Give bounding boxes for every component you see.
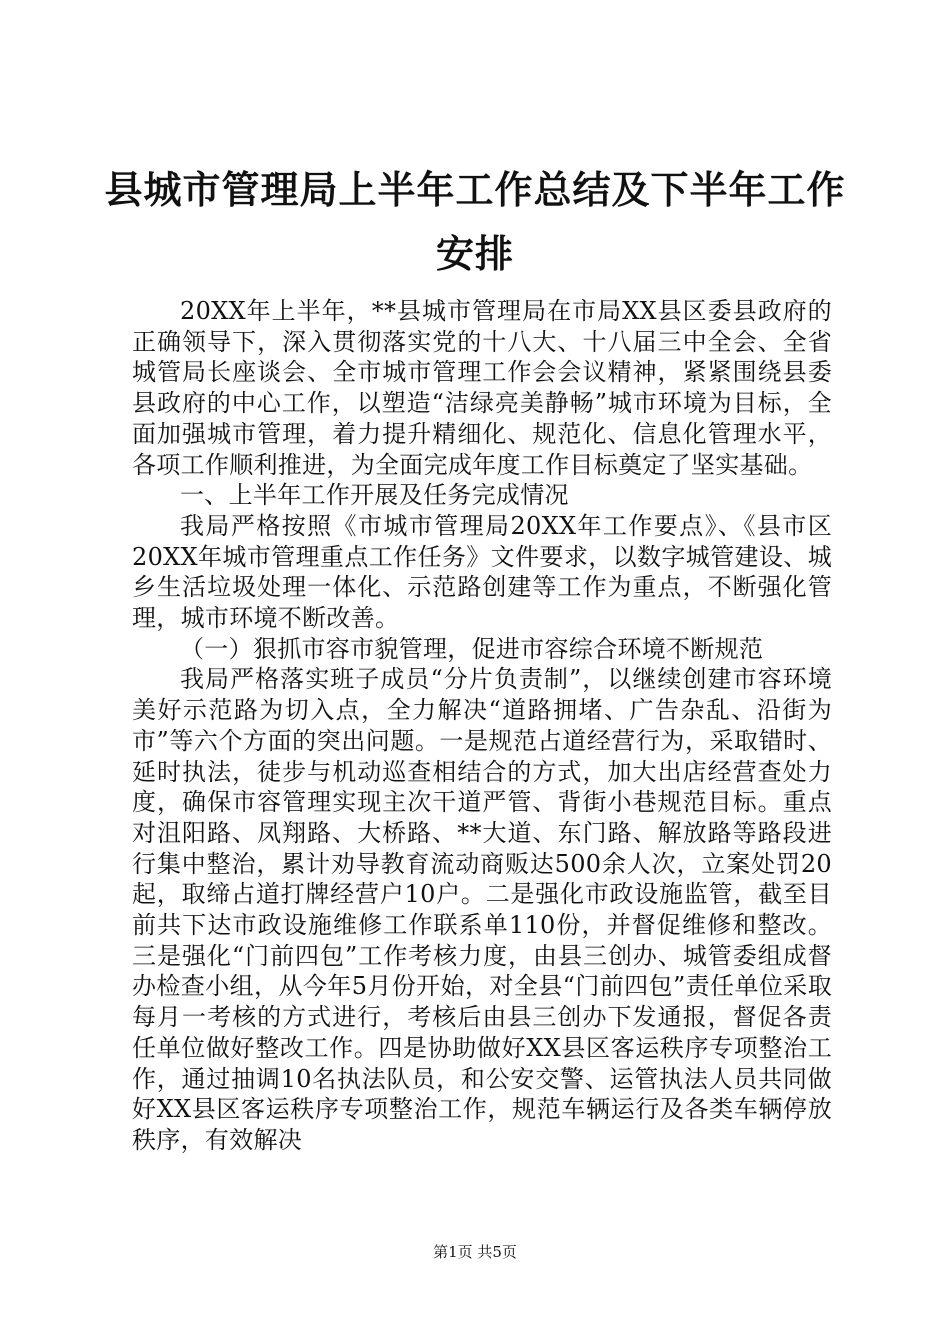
- section-paragraph: 我局严格按照《市城市管理局20XX年工作要点》、《县市区20XX年城市管理重点工作任务》文件要求，以数字城管建设、城乡生活垃圾处理一体化、示范路创建等工作为重点，不断强化管理，城市环境不断改善。: [132, 511, 832, 633]
- subsection-paragraph: 我局严格落实班子成员“分片负责制”，以继续创建市容环境美好示范路为切入点，全力解决“道路拥堵、广告杂乱、沿街为市”等六个方面的突出问题。一是规范占道经营行为，采取错时、延时执法，徒步与机动巡查相结合的方式，加大出店经营查处力度，确保市容管理实现主次干道严管、背街小巷规范目标。重点对沮阳路、凤翔路、大桥路、**大道、东门路、解放路等路段进行集中整治，累计劝导教育流动商贩达500余人次，立案处罚20起，取缔占道打牌经营户10户。二是强化市政设施监管，截至目前共下达市政设施维修工作联系单110份，并督促维修和整改。三是强化“门前四包”工作考核力度，由县三创办、城管委组成督办检查小组，从今年5月份开始，对全县“门前四包”责任单位采取每月一考核的方式进行，考核后由县三创办下发通报，督促各责任单位做好整改工作。四是协助做好XX县区客运秩序专项整治工作，通过抽调10名执法队员，和公安交警、运管执法人员共同做好XX县区客运秩序专项整治工作，规范车辆运行及各类车辆停放秩序，有效解决: [132, 665, 832, 1154]
- document-title: 县城市管理局上半年工作总结及下半年工作安排: [104, 168, 846, 276]
- document-body: [132, 296, 832, 1156]
- subsection-heading: （一）狠抓市容市貌管理，促进市容综合环境不断规范: [180, 634, 764, 663]
- intro-paragraph: 20XX年上半年，**县城市管理局在市局XX县区委县政府的正确领导下，深入贯彻落实党的十八大、十八届三中全会、全省城管局长座谈会、全市城市管理工作会会议精神，紧紧围绕县委县政府的中心工作，以塑造“洁绿亮美静畅”城市环境为目标，全面加强城市管理，着力提升精细化、规范化、信息化管理水平，各项工作顺利推进，为全面完成年度工作目标奠定了坚实基础。: [132, 297, 832, 479]
- section-heading: 一、上半年工作开展及任务完成情况: [180, 481, 569, 510]
- page-footer: 第1页 共5页: [433, 1243, 517, 1261]
